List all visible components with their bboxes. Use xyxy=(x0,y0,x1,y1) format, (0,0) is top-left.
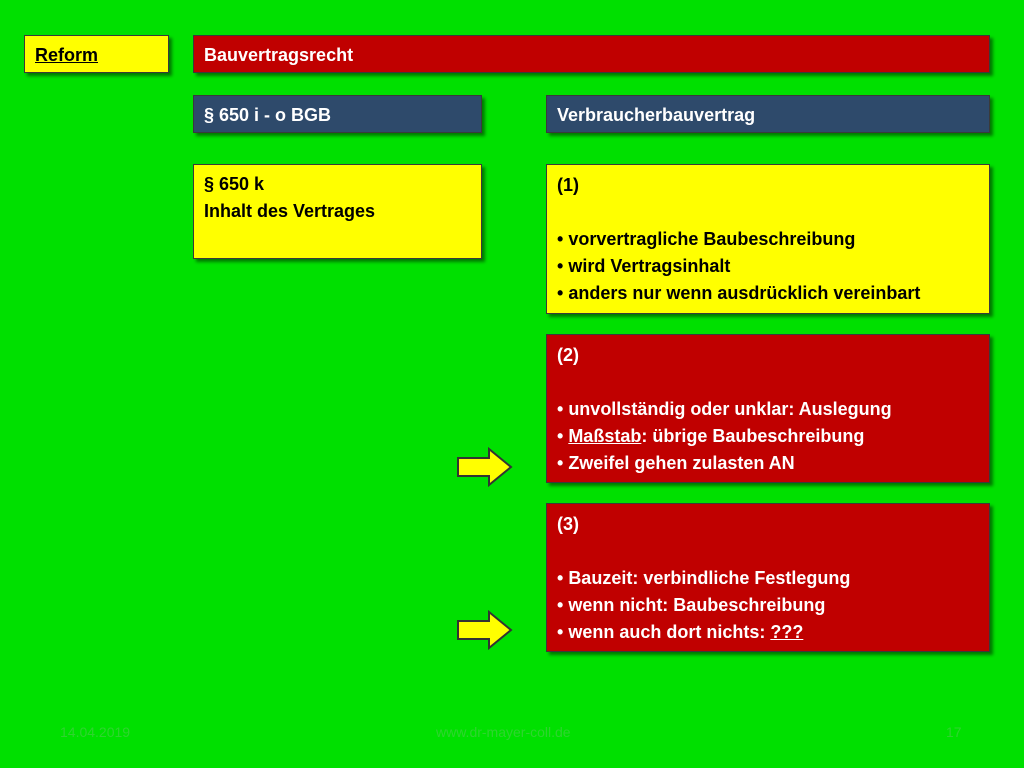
arrow-right-icon xyxy=(456,447,514,487)
arrow-right-icon xyxy=(456,610,514,650)
spacer xyxy=(557,369,979,396)
list-item xyxy=(557,423,979,450)
question-marks: ??? xyxy=(770,622,804,642)
list-item: • Zweifel gehen zulasten AN xyxy=(557,450,979,477)
section-1-label: (1) xyxy=(557,175,579,195)
section-3-box xyxy=(546,503,990,652)
list-item xyxy=(557,619,979,646)
reform-label: Reform xyxy=(35,45,99,65)
list-item: • anders nur wenn ausdrücklich vereinbart xyxy=(557,280,979,307)
list-item: • vorvertragliche Baubeschreibung xyxy=(557,226,979,253)
law-reference: § 650 i - o BGB xyxy=(204,105,332,125)
section-2-box xyxy=(546,334,990,483)
list-item: • unvollständig oder unklar: Auslegung xyxy=(557,396,979,423)
section-3-label: (3) xyxy=(557,514,579,534)
footer-date: 14.04.2019 xyxy=(60,724,131,740)
question-text: wenn auch dort nichts: xyxy=(568,622,771,642)
spacer xyxy=(557,538,979,565)
law-reference-box xyxy=(193,95,482,133)
list-item: • wenn nicht: Baubeschreibung xyxy=(557,592,979,619)
list-item: • wird Vertragsinhalt xyxy=(557,253,979,280)
standard-term: Maßstab xyxy=(568,426,642,446)
list-item: • Bauzeit: verbindliche Festlegung xyxy=(557,565,979,592)
section-1-box xyxy=(546,164,990,314)
standard-term-rest: : übrige Baubeschreibung xyxy=(641,426,865,446)
reform-label-box xyxy=(24,35,169,73)
footer-page-number: 17 xyxy=(946,724,962,740)
footer-url: www.dr-mayer-coll.de xyxy=(436,724,571,740)
paragraph-title: Inhalt des Vertrages xyxy=(204,201,376,221)
paragraph-box xyxy=(193,164,482,259)
page-title: Bauvertragsrecht xyxy=(204,45,354,65)
contract-type: Verbraucherbauvertrag xyxy=(557,105,756,125)
section-2-label: (2) xyxy=(557,345,579,365)
contract-type-box xyxy=(546,95,990,133)
paragraph-number: § 650 k xyxy=(204,174,265,194)
spacer xyxy=(557,199,979,226)
title-box xyxy=(193,35,990,73)
